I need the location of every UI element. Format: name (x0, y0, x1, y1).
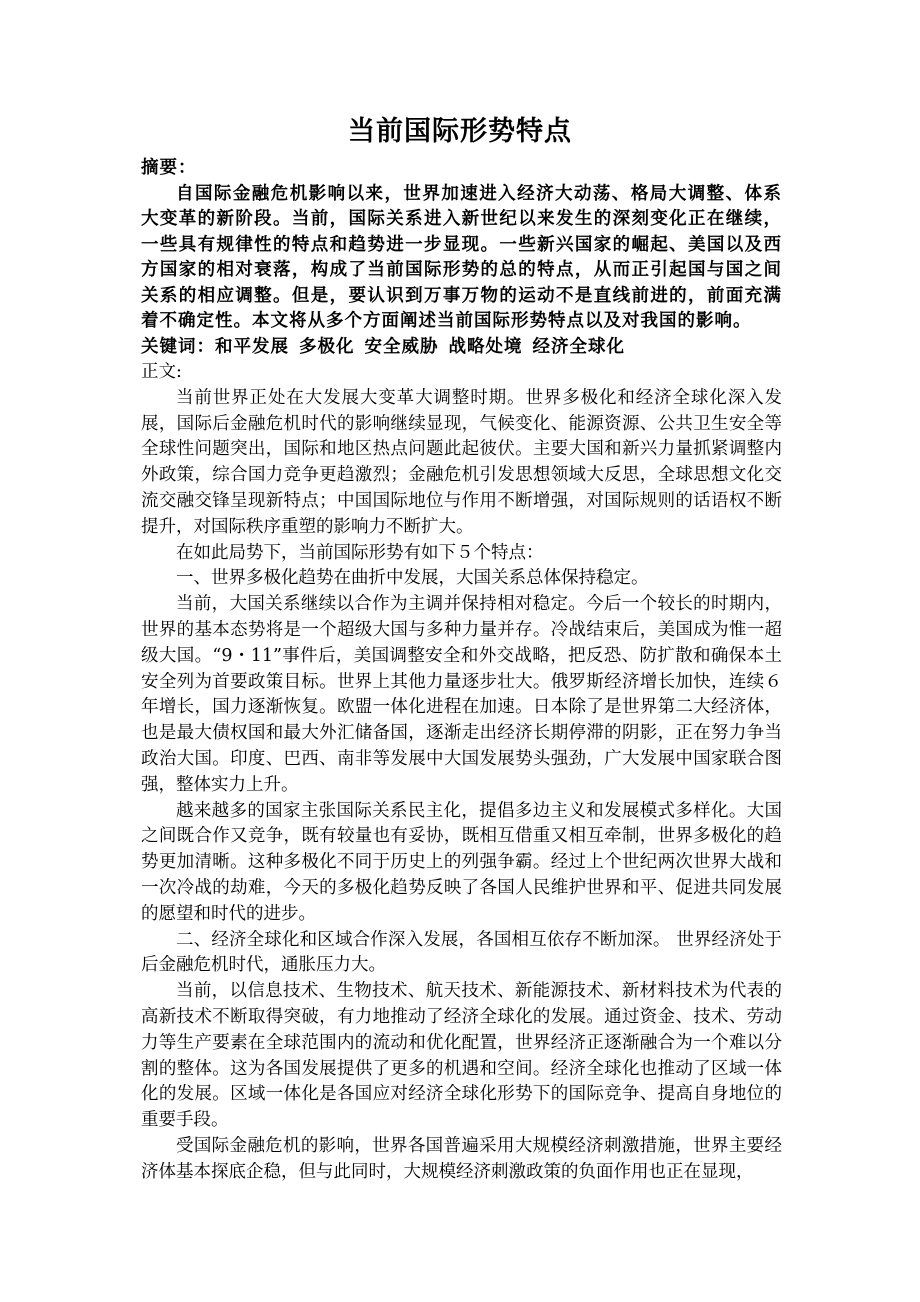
body-section (141, 360, 782, 1186)
keyword: 安全威胁 (364, 336, 439, 357)
section-heading-2: 二、经济全球化和区域合作深入发展，各国相互依存不断加深。 世界经济处于后金融危机时代，通胀压力大。 (141, 929, 782, 976)
body-paragraph: 当前，以信息技术、生物技术、航天技术、新能源技术、新材料技术为代表的高新技术不断取得突破，有力地推动了经济全球化的发展。通过资金、技术、劳动力等生产要素在全球范围内的流动和优化配置，世界经济正逐渐融合为一个难以分割的整体。这为各国发展提供了更多的机遇和空间。经济全球化也推动了区域一体化的发展。区域一体化是各国应对经济全球化形势下的国际竞争、提高自身地位的重要手段。 (141, 981, 782, 1131)
body-paragraph: 在如此局势下，当前国际形势有如下５个特点： (176, 542, 544, 563)
body-label: 正文: (141, 362, 182, 382)
section-heading-1: 一、世界多极化趋势在曲折中发展，大国关系总体保持稳定。 (176, 568, 649, 589)
abstract-text: 自国际金融危机影响以来，世界加速进入经济大动荡、格局大调整、体系大变革的新阶段。当前，国际关系进入新世纪以来发生的深刻变化正在继续，一些具有规律性的特点和趋势进一步显现。一些新兴国家的崛起、美国以及西方国家的相对衰落，构成了当前国际形势的总的特点，从而正引起国与国之间关系的相应调整。但是，要认识到万事万物的运动不是直线前进的，前面充满着不确定性。本文将从多个方面阐述当前国际形势特点以及对我国的影响。 (141, 183, 782, 331)
abstract-section (141, 156, 782, 360)
body-paragraph: 当前，大国关系继续以合作为主调并保持相对稳定。今后一个较长的时期内，世界的基本态势将是一个超级大国与多种力量并存。冷战结束后，美国成为惟一超级大国。“9・11”事件后，美国调整安全和外交战略，把反恐、防扩散和确保本土安全列为首要政策目标。世界上其他力量逐步壮大。俄罗斯经济增长加快，连续６年增长，国力逐渐恢复。欧盟一体化进程在加速。日本除了是世界第二大经济体，也是最大债权国和最大外汇储备国，逐渐走出经济长期停滞的阴影，正在努力争当政治大国。印度、巴西、南非等发展中大国发展势头强劲，广大发展中国家联合图强，整体实力上升。 (141, 594, 782, 795)
document-content (141, 156, 782, 1186)
keywords-line (141, 335, 782, 361)
body-paragraph: 越来越多的国家主张国际关系民主化，提倡多边主义和发展模式多样化。大国之间既合作又竞争，既有较量也有妥协，既相互借重又相互牵制，世界多极化的趋势更加清晰。这种多极化不同于历史上的列强争霸。经过上个世纪两次世界大战和一次冷战的劫难，今天的多极化趋势反映了各国人民维护世界和平、促进共同发展的愿望和时代的进步。 (141, 800, 782, 924)
body-paragraph: 当前世界正处在大发展大变革大调整时期。世界多极化和经济全球化深入发展，国际后金融危机时代的影响继续显现，气候变化、能源资源、公共卫生安全等全球性问题突出，国际和地区热点问题此起彼伏。主要大国和新兴力量抓紧调整内外政策，综合国力竞争更趋激烈；金融危机引发思想领域大反思，全球思想文化交流交融交锋呈现新特点；中国国际地位与作用不断增强，对国际规则的话语权不断提升，对国际秩序重塑的影响力不断扩大。 (141, 387, 782, 537)
keywords-label: 关键词： (141, 336, 215, 357)
page-title: 当前国际形势特点 (348, 116, 572, 147)
keyword: 多极化 (299, 336, 355, 357)
abstract-label: 摘要： (141, 158, 197, 178)
keyword: 经济全球化 (532, 336, 625, 357)
body-paragraph: 受国际金融危机的影响，世界各国普遍采用大规模经济刺激措施，世界主要经济体基本探底企稳，但与此同时，大规模经济刺激政策的负面作用也正在显现， (141, 1135, 782, 1182)
keyword: 和平发展 (215, 336, 289, 357)
keyword: 战略处境 (448, 336, 523, 357)
